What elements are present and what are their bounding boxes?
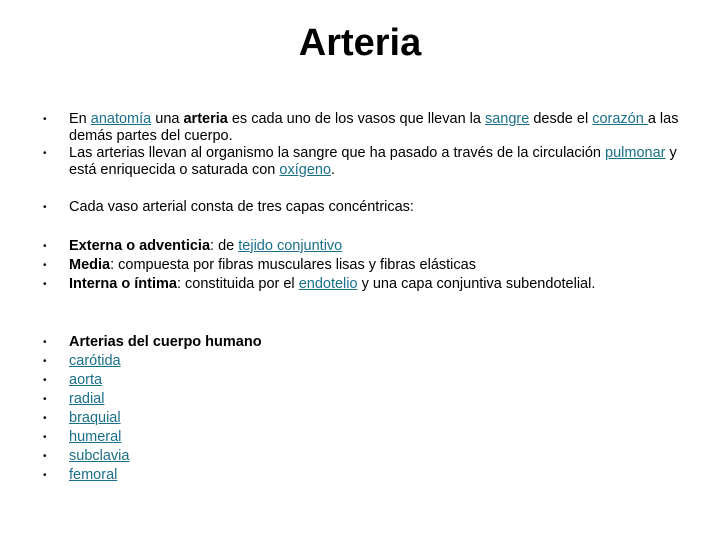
link-arteria[interactable]: femoral <box>69 467 118 483</box>
bullet: • <box>43 337 47 348</box>
link-arteria[interactable]: radial <box>69 391 105 407</box>
capa-name: Externa o adventicia <box>69 238 211 254</box>
text: y está enriquecida o saturada con <box>69 145 677 178</box>
bullet: • <box>43 241 47 252</box>
link-arteria[interactable]: aorta <box>69 372 103 388</box>
link-anatomia[interactable]: anatomía <box>90 111 152 127</box>
intro-list <box>0 111 720 179</box>
text: : constituida por el <box>176 276 299 292</box>
list-item <box>0 409 720 428</box>
capa-item <box>0 256 720 275</box>
list-item <box>0 371 720 390</box>
arterias-list <box>0 333 720 485</box>
list-item <box>0 390 720 409</box>
text: Cada vaso arterial consta de tres capas concéntricas: <box>69 199 414 215</box>
capas-list <box>0 237 720 294</box>
text: es cada uno de los vasos que llevan la <box>227 111 485 127</box>
text: y una capa conjuntiva subendotelial. <box>357 276 596 292</box>
text: . <box>331 162 336 178</box>
link-oxigeno[interactable]: oxígeno <box>279 162 332 178</box>
page-title: Arteria <box>298 22 422 64</box>
heading: Arterias del cuerpo humano <box>69 334 262 350</box>
link-sangre[interactable]: sangre <box>484 111 530 127</box>
bullet: • <box>43 148 47 159</box>
list-item <box>0 466 720 485</box>
intro-paragraph-2 <box>0 128 720 179</box>
text: Las arterias llevan al organismo la sangre que ha pasado a través de la circulación <box>69 145 606 161</box>
text: una <box>151 111 184 127</box>
capas-intro-list <box>0 199 720 216</box>
bullet: • <box>43 451 47 462</box>
list-item <box>0 428 720 447</box>
bullet: • <box>43 260 47 271</box>
text: : de <box>210 238 239 254</box>
text: a las demás partes del cuerpo. <box>69 111 679 144</box>
bold-term: arteria <box>183 111 228 127</box>
text: desde el <box>529 111 593 127</box>
bullet: • <box>43 375 47 386</box>
text: : compuesta por fibras musculares lisas y fibras elásticas <box>110 257 476 273</box>
capa-item <box>0 275 720 294</box>
bullet: • <box>43 432 47 443</box>
capa-name: Media <box>69 257 111 273</box>
list-item <box>0 447 720 466</box>
link-tejido-conjuntivo[interactable]: tejido conjuntivo <box>238 238 343 254</box>
link-arteria[interactable]: carótida <box>69 353 121 369</box>
list-item <box>0 352 720 371</box>
bullet: • <box>43 202 47 213</box>
bullet: • <box>43 279 47 290</box>
link-arteria[interactable]: humeral <box>69 429 122 445</box>
text: En <box>69 111 91 127</box>
bullet: • <box>43 114 47 125</box>
link-pulmonar[interactable]: pulmonar <box>605 145 666 161</box>
capas-intro <box>0 199 720 216</box>
list-heading <box>0 333 720 352</box>
link-arteria[interactable]: subclavia <box>69 448 130 464</box>
capa-name: Interna o íntima <box>69 276 177 292</box>
bullet: • <box>43 394 47 405</box>
bullet: • <box>43 356 47 367</box>
bullet: • <box>43 470 47 481</box>
capa-item <box>0 237 720 256</box>
bullet: • <box>43 413 47 424</box>
link-endotelio[interactable]: endotelio <box>298 276 358 292</box>
link-corazon[interactable]: corazón <box>592 111 648 127</box>
link-arteria[interactable]: braquial <box>69 410 121 426</box>
